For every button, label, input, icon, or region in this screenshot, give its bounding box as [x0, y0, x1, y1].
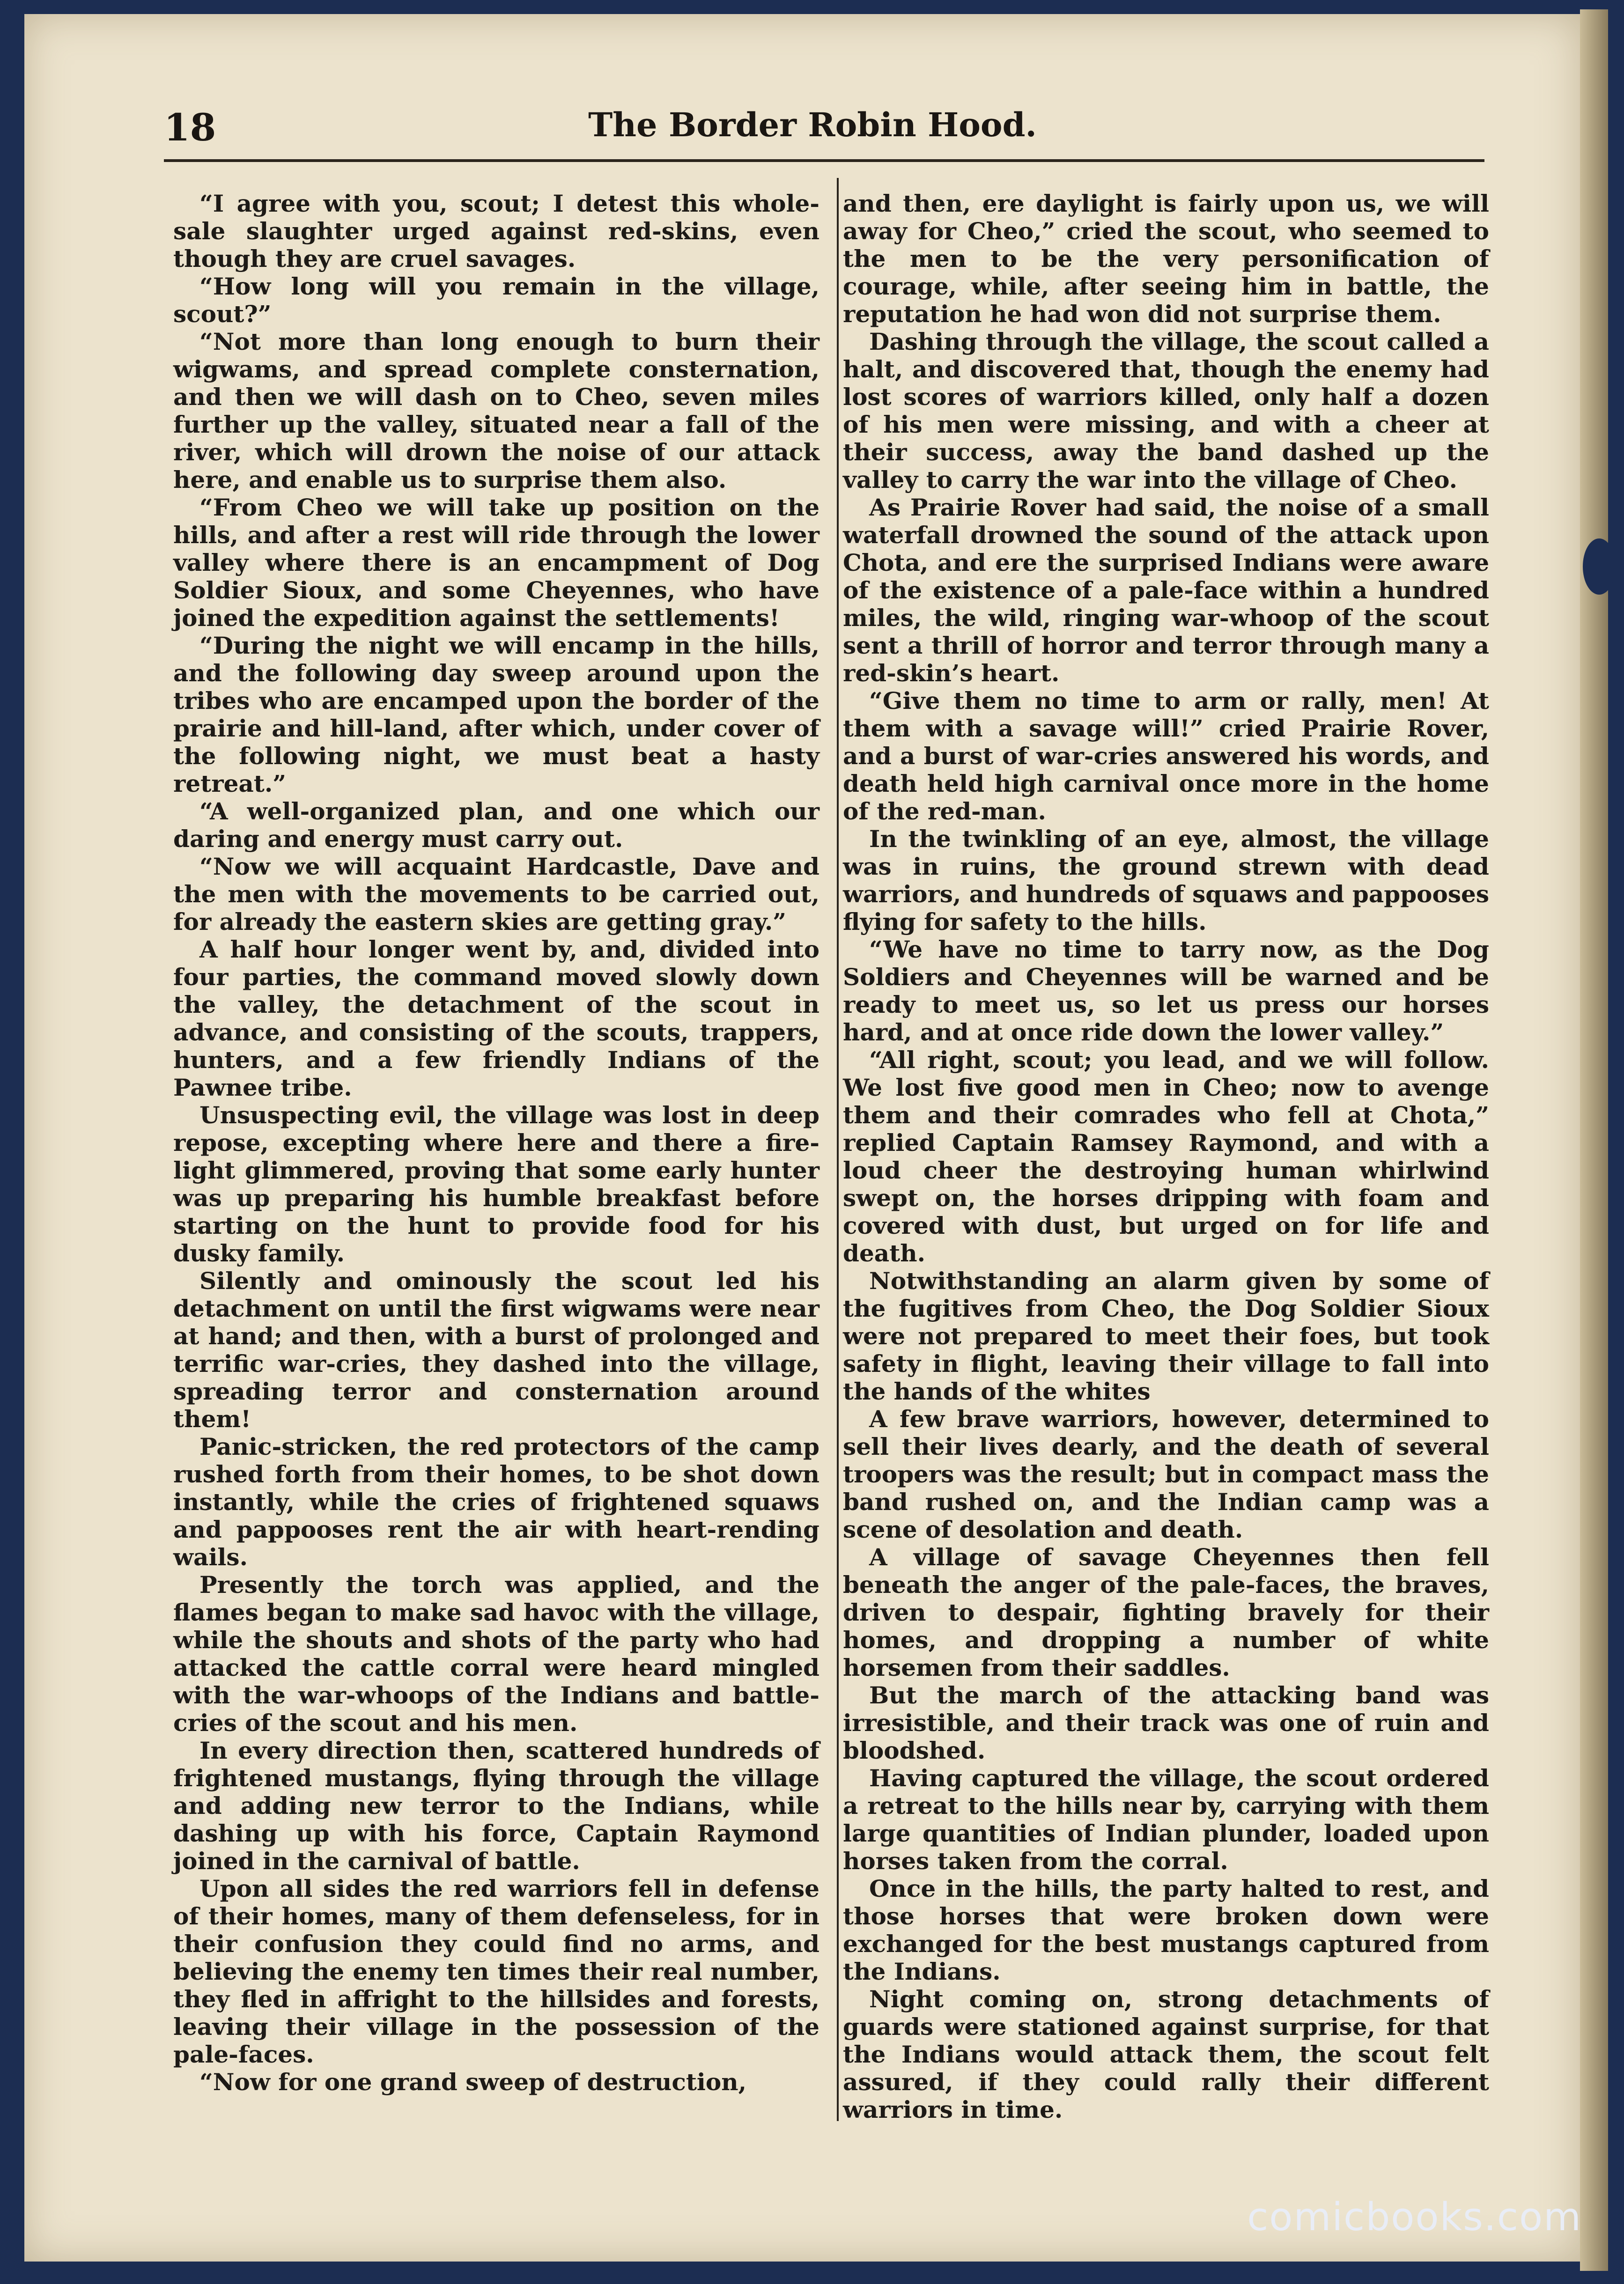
paragraph: As Prairie Rover had said, the noise of a small waterfall drowned the sound of the attack upon Chota, and ere the surprised Indians were aware of the existence of a pale-face within a hundred miles, the wild, ringing war-whoop of the scout sent a thrill of horror and terror through many a red-skin’s heart.	[843, 494, 1489, 687]
paragraph: A village of savage Cheyennes then fell beneath the anger of the pale-faces, the braves, driven to despair, fighting bravely for their homes, and dropping a number of white horsemen from their saddles.	[843, 1543, 1489, 1681]
paragraph: Dashing through the village, the scout called a halt, and discovered that, though the enemy had lost scores of warriors killed, only half a dozen of his men were missing, and with a cheer at their success, away the band dashed up the valley to carry the war into the village of Cheo.	[843, 328, 1489, 494]
paragraph: “A well-organized plan, and one which our daring and energy must carry out.	[173, 797, 819, 853]
paragraph: and then, ere daylight is fairly upon us, we will away for Cheo,” cried the scout, who seemed to the men to be the very personification of courage, while, after seeing him in battle, the reputation he had won did not surprise them.	[843, 190, 1489, 328]
paragraph: “Give them no time to arm or rally, men! At them with a savage will!” cried Prairie Rover, and a burst of war-cries answered his words, and death held high carnival once more in the home of the red-man.	[843, 687, 1489, 825]
header-rule	[164, 159, 1484, 162]
running-title: The Border Robin Hood.	[588, 105, 1037, 144]
paragraph: “Not more than long enough to burn their wigwams, and spread complete consternation, and then we will dash on to Cheo, seven miles further up the valley, situated near a fall of the river, which will drown the noise of our attack here, and enable us to surprise them also.	[173, 328, 819, 494]
site-watermark: comicbooks.com	[1247, 2195, 1582, 2240]
paragraph: “We have no time to tarry now, as the Dog Soldiers and Cheyennes will be warned and be ready to meet us, so let us press our horses hard, and at once ride down the lower valley.”	[843, 936, 1489, 1046]
paragraph: “I agree with you, scout; I detest this whole-sale slaughter urged against red-skins, even though they are cruel savages.	[173, 190, 819, 273]
paragraph: Silently and ominously the scout led his detachment on until the first wigwams were near at hand; and then, with a burst of prolonged and terrific war-cries, they dashed into the village, spreading terror and consternation around them!	[173, 1267, 819, 1433]
left-column	[173, 190, 819, 2096]
paragraph: Notwithstanding an alarm given by some of the fugitives from Cheo, the Dog Soldier Sioux were not prepared to meet their foes, but took safety in flight, leaving their village to fall into the hands of the whites	[843, 1267, 1489, 1405]
paragraph: But the march of the attacking band was irresistible, and their track was one of ruin and bloodshed.	[843, 1681, 1489, 1764]
paragraph: “How long will you remain in the village, scout?”	[173, 273, 819, 328]
column-divider	[837, 178, 839, 2121]
paragraph: Panic-stricken, the red protectors of the camp rushed forth from their homes, to be shot down instantly, while the cries of frightened squaws and pappooses rent the air with heart-rending wails.	[173, 1433, 819, 1571]
paragraph: A few brave warriors, however, determined to sell their lives dearly, and the death of several troopers was the result; but in compact mass the band rushed on, and the Indian camp was a scene of desolation and death.	[843, 1405, 1489, 1543]
page-header	[145, 105, 1480, 162]
paragraph: Presently the torch was applied, and the flames began to make sad havoc with the village, while the shouts and shots of the party who had attacked the cattle corral were heard mingled with the war-whoops of the Indians and battle-cries of the scout and his men.	[173, 1571, 819, 1737]
paragraph: “All right, scout; you lead, and we will follow. We lost five good men in Cheo; now to avenge them and their comrades who fell at Chota,” replied Captain Ramsey Raymond, and with a loud cheer the destroying human whirlwind swept on, the horses dripping with foam and covered with dust, but urged on for life and death.	[843, 1046, 1489, 1267]
paragraph: Night coming on, strong detachments of guards were stationed against surprise, for that the Indians would attack them, the scout felt assured, if they could rally their different warriors in time.	[843, 1985, 1489, 2123]
paragraph: “During the night we will encamp in the hills, and the following day sweep around upon the tribes who are encamped upon the border of the prairie and hill-land, after which, under cover of the following night, we must beat a hasty retreat.”	[173, 632, 819, 797]
page-edge	[1580, 9, 1608, 2271]
paragraph: “From Cheo we will take up position on the hills, and after a rest will ride through the lower valley where there is an encampment of Dog Soldier Sioux, and some Cheyennes, who have joined the expedition against the settlements!	[173, 494, 819, 632]
paragraph: In every direction then, scattered hundreds of frightened mustangs, flying through the village and adding new terror to the Indians, while dashing up with his force, Captain Raymond joined in the carnival of battle.	[173, 1737, 819, 1875]
page-number: 18	[164, 105, 216, 149]
paragraph: In the twinkling of an eye, almost, the village was in ruins, the ground strewn with dead warriors, and hundreds of squaws and pappooses flying for safety to the hills.	[843, 825, 1489, 936]
paragraph: Upon all sides the red warriors fell in defense of their homes, many of them defenseless, for in their confusion they could find no arms, and believing the enemy ten times their real number, they fled in affright to the hillsides and forests, leaving their village in the possession of the pale-faces.	[173, 1875, 819, 2068]
binding-hole	[1583, 538, 1616, 595]
paragraph: A half hour longer went by, and, divided into four parties, the command moved slowly down the valley, the detachment of the scout in advance, and consisting of the scouts, trappers, hunters, and a few friendly Indians of the Pawnee tribe.	[173, 936, 819, 1101]
paragraph: Unsuspecting evil, the village was lost in deep repose, excepting where here and there a fire-light glimmered, proving that some early hunter was up preparing his humble breakfast before starting on the hunt to provide food for his dusky family.	[173, 1101, 819, 1267]
paragraph: “Now we will acquaint Hardcastle, Dave and the men with the movements to be carried out, for already the eastern skies are getting gray.”	[173, 853, 819, 936]
paragraph: “Now for one grand sweep of destruction,	[199, 2068, 747, 2096]
paragraph: Once in the hills, the party halted to rest, and those horses that were broken down were exchanged for the best mustangs captured from the Indians.	[843, 1875, 1489, 1985]
right-column	[843, 190, 1489, 2123]
paragraph: Having captured the village, the scout ordered a retreat to the hills near by, carrying with them large quantities of Indian plunder, loaded upon horses taken from the corral.	[843, 1764, 1489, 1875]
